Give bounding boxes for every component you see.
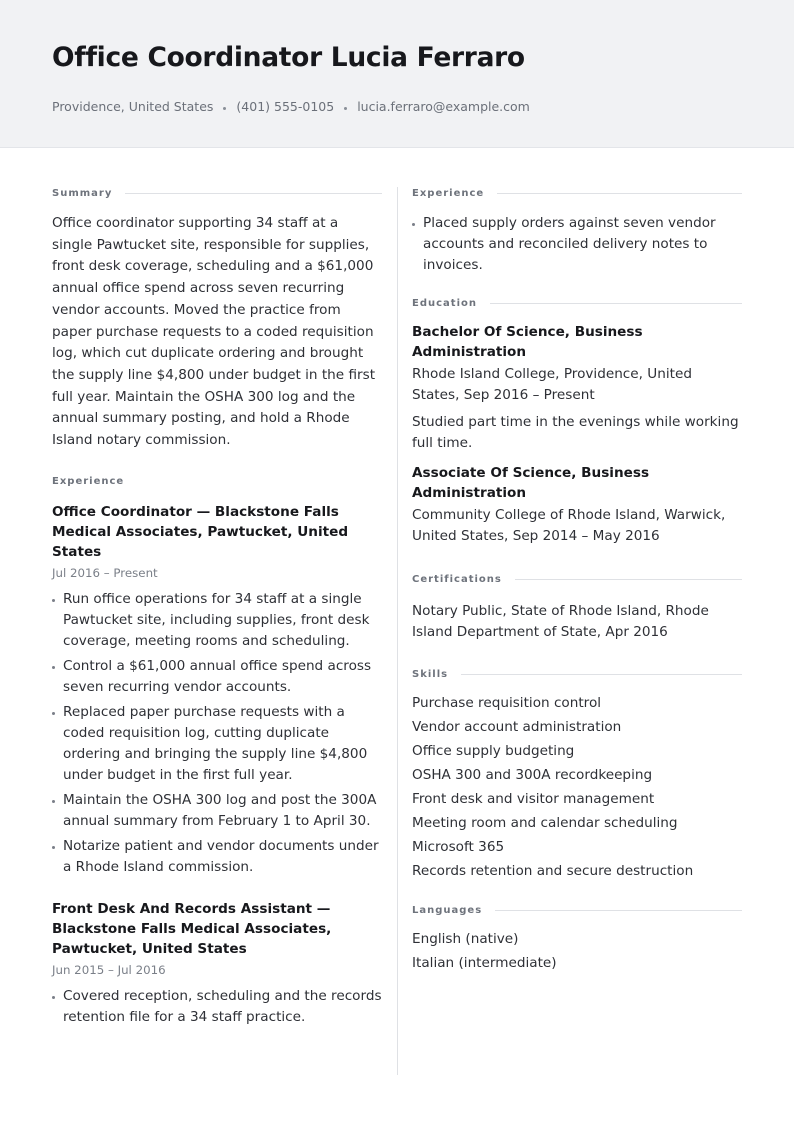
skill-item: Purchase requisition control <box>412 695 602 711</box>
separator-dot-icon <box>344 107 347 110</box>
job-dates: Jul 2016 – Present <box>52 565 158 580</box>
resume-header <box>0 0 794 148</box>
section-rule <box>461 674 742 675</box>
job-bullet: Replaced paper purchase requests with a coded requisition log, cutting duplicate ordering and bringing the supply line $4,800 under budget in the first full year. <box>52 702 382 786</box>
section-title: Experience <box>412 187 485 199</box>
job-bullet: Covered reception, scheduling and the records retention file for a 34 staff practice. <box>52 986 382 1028</box>
job-entry <box>52 502 382 878</box>
section-heading-summary <box>52 186 382 200</box>
section-heading-experience <box>52 475 382 489</box>
job-bullets <box>52 986 382 1028</box>
certification-item: Notary Public, State of Rhode Island, Rhode Island Department of State, Apr 2016 <box>412 603 709 640</box>
candidate-name: Office Coordinator Lucia Ferraro <box>52 42 525 73</box>
skill-item: Vendor account administration <box>412 719 622 735</box>
education-entry <box>412 323 742 453</box>
contact-email: lucia.ferraro@example.com <box>357 99 530 114</box>
skill-item: Office supply budgeting <box>412 743 575 759</box>
section-rule <box>495 910 742 911</box>
section-heading-languages <box>412 903 742 917</box>
separator-dot-icon <box>223 107 226 110</box>
job-entry <box>52 899 382 1028</box>
job-bullet: Notarize patient and vendor documents under a Rhode Island commission. <box>52 836 382 878</box>
section-title: Languages <box>412 904 483 916</box>
job-bullets-continued <box>412 213 742 276</box>
section-rule <box>490 303 742 304</box>
section-heading-experience-continued <box>412 186 742 200</box>
left-column <box>52 186 382 1028</box>
education-entry <box>412 464 742 546</box>
job-title: Office Coordinator — Blackstone Falls Medical Associates, Pawtucket, United States <box>52 503 349 560</box>
section-heading-education <box>412 296 742 310</box>
contact-phone: (401) 555-0105 <box>236 99 335 114</box>
job-bullet: Control a $61,000 annual office spend across seven recurring vendor accounts. <box>52 656 382 698</box>
summary-text: Office coordinator supporting 34 staff at a single Pawtucket site, responsible for supplies, front desk coverage, scheduling and a $61,000 annual office spend across seven recurring vendor accounts. Moved the practice from paper purchase requests to a coded requisition log, which cut duplicate ordering and brought the supply line $4,800 under budget in the first full year. Maintain the OSHA 300 log and the annual summary posting, and hold a Rhode Island notary commission. <box>52 215 376 449</box>
section-heading-skills <box>412 667 742 681</box>
education-degree: Associate Of Science, Business Administration <box>412 465 650 501</box>
section-rule <box>497 193 742 194</box>
contact-location: Providence, United States <box>52 99 214 114</box>
job-title: Front Desk And Records Assistant — Blackstone Falls Medical Associates, Pawtucket, United States <box>52 900 332 957</box>
job-bullet: Placed supply orders against seven vendor accounts and reconciled delivery notes to invoices. <box>412 213 742 276</box>
job-bullet: Maintain the OSHA 300 log and post the 300A annual summary from February 1 to April 30. <box>52 790 382 832</box>
education-detail: Community College of Rhode Island, Warwick, United States, Sep 2014 – May 2016 <box>412 507 726 544</box>
skill-item: Microsoft 365 <box>412 839 505 855</box>
column-divider <box>397 187 398 1075</box>
education-note: Studied part time in the evenings while working full time. <box>412 414 739 451</box>
skill-item: Meeting room and calendar scheduling <box>412 815 678 831</box>
language-item: Italian (intermediate) <box>412 955 557 971</box>
language-item: English (native) <box>412 931 519 947</box>
section-title: Summary <box>52 187 113 199</box>
skills-list <box>412 691 742 883</box>
section-rule <box>125 193 382 194</box>
languages-list <box>412 927 742 975</box>
section-heading-certifications <box>412 572 742 586</box>
job-bullets <box>52 589 382 878</box>
right-column <box>412 186 742 975</box>
skill-item: OSHA 300 and 300A recordkeeping <box>412 767 653 783</box>
job-dates: Jun 2015 – Jul 2016 <box>52 962 166 977</box>
skill-item: Records retention and secure destruction <box>412 863 694 879</box>
education-detail: Rhode Island College, Providence, United States, Sep 2016 – Present <box>412 366 692 403</box>
section-title: Experience <box>52 476 125 488</box>
section-rule <box>515 579 742 580</box>
job-bullet: Run office operations for 34 staff at a single Pawtucket site, including supplies, front desk coverage, meeting rooms and scheduling. <box>52 589 382 652</box>
education-degree: Bachelor Of Science, Business Administration <box>412 324 643 360</box>
contact-line <box>52 99 530 114</box>
section-title: Certifications <box>412 573 502 585</box>
section-title: Skills <box>412 668 449 680</box>
skill-item: Front desk and visitor management <box>412 791 655 807</box>
section-title: Education <box>412 297 477 309</box>
